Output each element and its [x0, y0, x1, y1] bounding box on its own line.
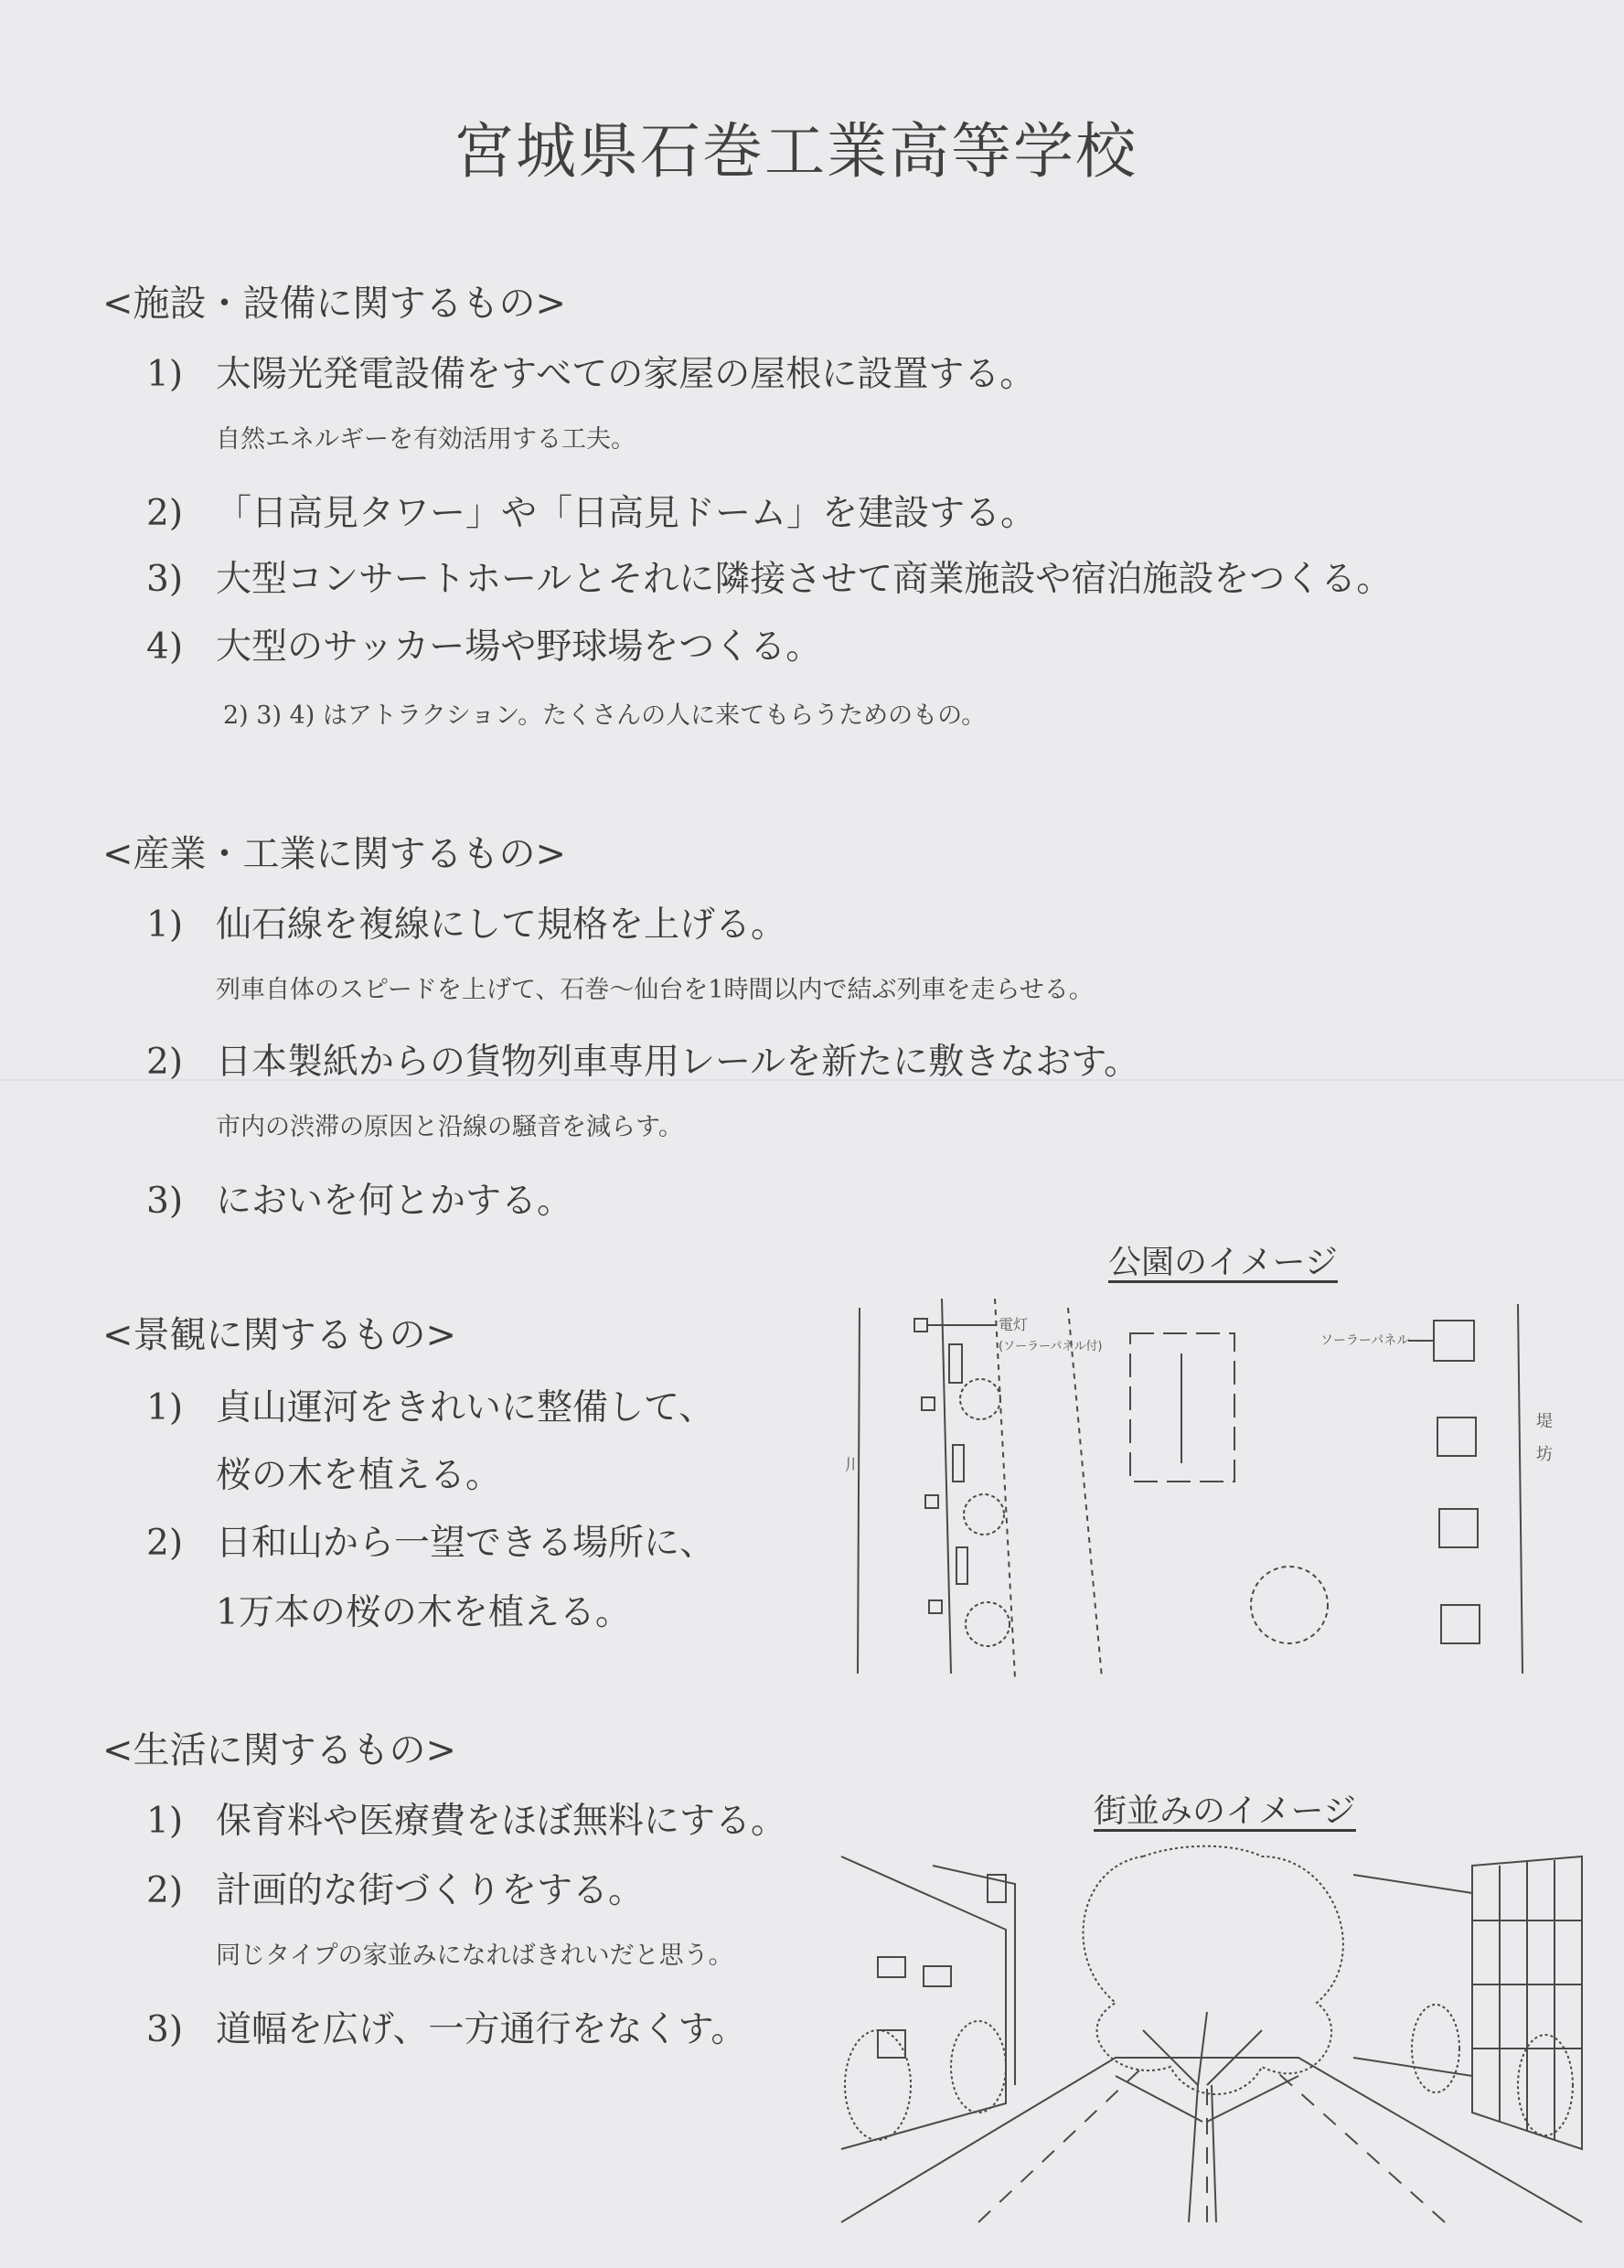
building-left — [841, 1856, 1006, 2149]
bench-icon — [953, 1445, 964, 1482]
item-number: 4) — [146, 626, 184, 668]
park-sketch — [841, 1289, 1553, 1683]
window-icon — [878, 1957, 905, 1977]
item-number: 1) — [146, 1801, 184, 1842]
section-heading-industry: <産業・工業に関するもの> — [102, 833, 567, 875]
bench-icon — [949, 1344, 962, 1383]
item-text: 日本製紙からの貨物列車専用レールを新たに敷きなおす。 — [216, 1042, 1140, 1083]
item-text: 仙石線を複線にして規格を上げる。 — [216, 904, 787, 946]
side-tree — [1412, 2005, 1459, 2092]
item-number: 2) — [146, 1523, 184, 1564]
streetlight-label: 電灯 — [999, 1316, 1029, 1333]
section-heading-facilities: <施設・設備に関するもの> — [102, 283, 567, 325]
solar-panel-icon — [1437, 1418, 1476, 1456]
lamp-icon — [922, 1397, 935, 1410]
lamp-icon — [925, 1495, 938, 1508]
item-number: 2) — [146, 1042, 184, 1083]
river-label: 川 — [845, 1456, 861, 1475]
item-text: 保育料や医療費をほぼ無料にする。 — [216, 1801, 787, 1842]
section-heading-living: <生活に関するもの> — [102, 1729, 457, 1771]
lane-marking — [1271, 2067, 1445, 2222]
item-text: 日和山から一望できる場所に、 — [216, 1523, 716, 1564]
embankment-label-2: 坊 — [1536, 1445, 1553, 1464]
industry-item-1-note: 列車自体のスピードを上げて、石巻～仙台を1時間以内で結ぶ列車を走らせる。 — [216, 976, 1094, 1004]
street-sketch — [841, 1847, 1582, 2231]
streetlight-sublabel: (ソーラーパネル付) — [999, 1340, 1103, 1353]
item-number: 3) — [146, 559, 184, 600]
lamp-icon — [929, 1600, 942, 1613]
item-text: 計画的な街づくりをする。 — [216, 1870, 645, 1911]
item-text: 「日高見タワー」や「日高見ドーム」を建設する。 — [216, 493, 1037, 534]
item-text: 大型のサッカー場や野球場をつくる。 — [216, 626, 822, 668]
item-number: 1) — [146, 354, 184, 395]
item-number: 2) — [146, 1870, 184, 1911]
industry-item-1 — [146, 896, 786, 947]
side-tree — [951, 2021, 1006, 2113]
facilities-item-1-note: 自然エネルギーを有効活用する工夫。 — [216, 425, 636, 454]
solar-panel-icon — [1439, 1509, 1478, 1547]
section-heading-landscape: <景観に関するもの> — [102, 1314, 457, 1356]
tree-icon — [960, 1379, 1000, 1419]
living-item-2 — [146, 1862, 644, 1913]
park-image-caption: 公園のイメージ — [1108, 1244, 1338, 1281]
page-title: 宮城県石巻工業高等学校 — [454, 116, 1138, 187]
landscape-item-2-continued: 1万本の桜の木を植える。 — [216, 1592, 631, 1633]
industry-item-3 — [146, 1172, 572, 1224]
embankment-line — [1518, 1304, 1522, 1674]
building-left-back — [933, 1866, 1015, 2085]
landscape-item-1 — [146, 1379, 714, 1430]
facilities-item-4 — [146, 618, 821, 669]
industry-item-2 — [146, 1033, 1139, 1085]
facilities-item-1 — [146, 346, 1035, 397]
bench-icon — [956, 1547, 967, 1584]
tree-icon — [966, 1602, 1010, 1646]
solar-panel-icon — [1441, 1605, 1480, 1643]
fountain-icon — [1251, 1567, 1328, 1643]
lamp-icon — [914, 1319, 927, 1332]
living-item-1 — [146, 1792, 786, 1844]
item-text: 道幅を広げ、一方通行をなくす。 — [216, 2009, 747, 2050]
street-image-caption: 街並みのイメージ — [1094, 1792, 1356, 1830]
landscape-item-2 — [146, 1514, 715, 1566]
river-bank-line — [858, 1308, 860, 1674]
landscape-item-1-continued: 桜の木を植える。 — [216, 1455, 502, 1496]
item-number: 2) — [146, 493, 184, 534]
facilities-item-2 — [146, 485, 1036, 536]
item-number: 1) — [146, 1387, 184, 1428]
facilities-item-3 — [146, 551, 1392, 602]
item-number: 3) — [146, 1181, 184, 1222]
item-text: 大型コンサートホールとそれに隣接させて商業施設や宿泊施設をつくる。 — [216, 559, 1393, 600]
embankment-label-1: 堤 — [1536, 1412, 1553, 1431]
item-number: 1) — [146, 904, 184, 946]
path-border-left — [995, 1299, 1015, 1678]
solar-panel-icon — [1434, 1321, 1474, 1361]
item-text: 貞山運河をきれいに整備して、 — [216, 1387, 715, 1428]
industry-item-2-note: 市内の渋滞の原因と沿線の騒音を減らす。 — [216, 1113, 683, 1141]
facilities-item-4-note: 2) 3) 4) はアトラクション。たくさんの人に来てもらうためのもの。 — [223, 701, 987, 730]
living-item-2-note: 同じタイプの家並みになればきれいだと思う。 — [216, 1942, 733, 1970]
tree-icon — [964, 1494, 1004, 1535]
living-item-3 — [146, 2001, 746, 2052]
item-number: 3) — [146, 2009, 184, 2050]
item-text: においを何とかする。 — [216, 1181, 573, 1222]
item-text: 太陽光発電設備をすべての家屋の屋根に設置する。 — [216, 354, 1036, 395]
window-icon — [878, 2030, 905, 2058]
window-icon — [924, 1966, 951, 1986]
path-border-right — [1068, 1308, 1102, 1678]
solar-panel-label: ソーラーパネル — [1320, 1333, 1410, 1348]
